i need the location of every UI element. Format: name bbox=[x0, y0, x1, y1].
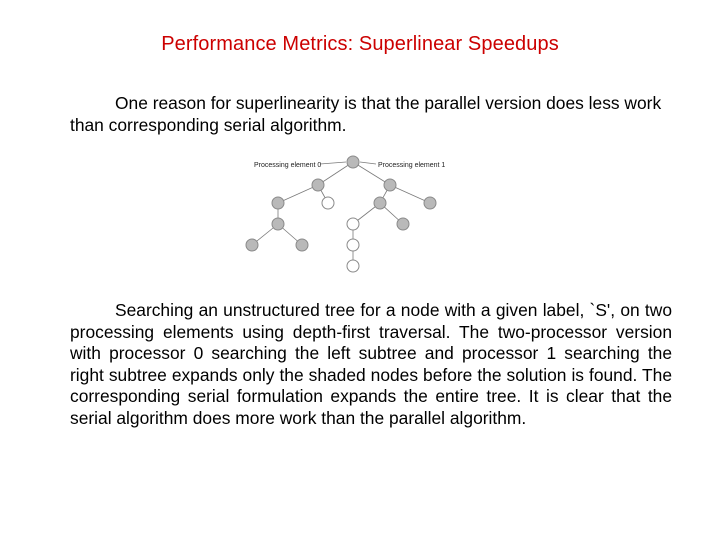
tree-node-unexpanded bbox=[347, 239, 359, 251]
tree-node-shaded bbox=[272, 197, 284, 209]
tree-edge bbox=[390, 185, 430, 203]
tree-node-shaded bbox=[296, 239, 308, 251]
tree-node-shaded bbox=[374, 197, 386, 209]
tree-node-shaded bbox=[347, 156, 359, 168]
tree-node-unexpanded bbox=[347, 260, 359, 272]
tree-edge bbox=[278, 185, 318, 203]
tree-node-shaded bbox=[246, 239, 258, 251]
intro-paragraph bbox=[70, 93, 672, 136]
search-tree-diagram bbox=[240, 150, 450, 275]
intro-paragraph-text: One reason for superlinearity is that the parallel version does less work than corresponding serial algorithm. bbox=[70, 93, 662, 135]
label-leader-line bbox=[360, 162, 376, 164]
tree-node-shaded bbox=[424, 197, 436, 209]
tree-node-unexpanded bbox=[322, 197, 334, 209]
tree-edges bbox=[252, 162, 430, 266]
tree-nodes bbox=[246, 156, 436, 272]
tree-node-unexpanded bbox=[347, 218, 359, 230]
tree-node-shaded bbox=[312, 179, 324, 191]
processing-element-0-label: Processing element 0 bbox=[254, 162, 322, 169]
processing-element-1-label: Processing element 1 bbox=[378, 162, 446, 169]
label-leader-line bbox=[320, 162, 346, 164]
tree-node-shaded bbox=[397, 218, 409, 230]
search-tree-figure bbox=[240, 150, 450, 275]
slide-title: Performance Metrics: Superlinear Speedups bbox=[161, 33, 559, 55]
figure-caption-paragraph bbox=[70, 300, 672, 429]
tree-node-shaded bbox=[272, 218, 284, 230]
figure-caption-text: Searching an unstructured tree for a node with a given label, `S', on two processing elements using depth-first traversal. The two-processor version with processor 0 searching the left subtree and processor 1 searching the right subtree expands only the shaded nodes before the solution is found. The corresponding serial formulation expands the entire tree. It is clear that the serial algorithm does more work than the parallel algorithm. bbox=[70, 300, 672, 428]
tree-node-shaded bbox=[384, 179, 396, 191]
